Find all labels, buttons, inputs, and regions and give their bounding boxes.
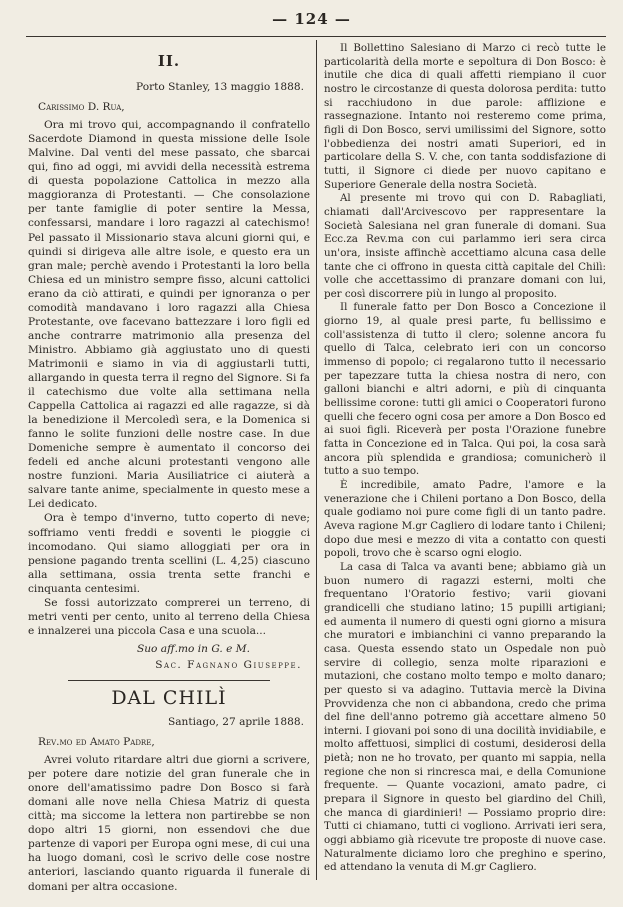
letter-salutation: Carissimo D. Rua,: [38, 101, 125, 114]
paragraph: La casa di Talca va avanti bene; abbiamo già un buon numero di ragazzi esterni, molti che frequentano l'Oratorio festivo; varii giovani grandicelli che studiano latino; 15 pupilli artigiani; ed aumenta il numero di questi ogni giorno a misura che muratori e imbianchini ci vanno preparando la casa. Questa essendo stato un Ospedale non può servire di collegio, senza molte riparazioni e mutazioni, che costano molto tempo e molto danaro; per questo si va adagino. Tuttavia mercè la Divina Provvidenza che non ci abbandona, credo che prima del fine dell'anno potremo già accettare almeno 50 interni. I giovani poi sono di una docilità invidiabile, e molto affettuosi, simplici di costumi, desiderosi della pietà; non ne ho trovato, per quanto mi sappia, nella regione che non si rincresca mai, e della Comunione frequente. — Quante vocazioni, amato padre, ci prepara il Signore in questo bel giardino del Chilì, che manca di giardinieri! — Possiamo proprio dire: Tutti ci chiamano, tutti ci vogliono. Arrivati ieri sera, oggi abbiamo già ricevute tre proposte di nuove case. Naturalmente diciamo loro che preghino e sperino, ed attendano la venuta di M.gr Cagliero.: [324, 560, 606, 874]
section-place-date: Santiago, 27 aprile 1888.: [167, 716, 304, 729]
section-title: DAL CHILÌ: [111, 686, 227, 709]
header-rule: [26, 36, 606, 37]
letter-place-date: Porto Stanley, 13 maggio 1888.: [136, 81, 304, 94]
section-salutation: Rev.mo ed Amato Padre,: [38, 736, 155, 749]
letter-signature: Sac. Fagnano Giuseppe.: [155, 658, 302, 671]
paragraph: Se fossi autorizzato comprerei un terreno, di metri venti per cento, unito al terreno della Chiesa e innalzerei una piccola Casa e una scuola...: [28, 596, 310, 637]
section-rule: [68, 680, 270, 681]
paragraph: Ora mi trovo qui, accompagnando il confratello Sacerdote Diamond in questa missione delle Isole Malvine. Dal venti del mese passato, che sbarcai qui, fino ad oggi, mi avvidi della necessità estrema di questa popolazione Cattolica in mezzo alla maggioranza di Protestanti. — Che consolazione per tante famiglie di poter sentire la Messa, confessarsi, mandare i loro ragazzi al catechismo! Pel passato il Missionario stava alcuni giorni qui, e quindi si dirigeva alle altre isole, e questo era un gran male; perchè avendo i Protestanti la loro bella Chiesa ed un ministro sempre fisso, alcuni cattolici erano da ciò attirati, e quindi per ignoranza o per comodità mandavano i loro ragazzi alla Chiesa Protestante, ove facevano battezzare i loro figli ed anche contrarre matrimonio alla presenza del Ministro. Abbiamo già aggiustato uno di questi Matrimonii e siamo in via di aggiustarli tutti, allargando in questa terra il regno del Signore. Si fa il catechismo due volte alla settimana nella Cappella Cattolica ai ragazzi ed alle ragazze, si dà la benedizione il Mercoledì sera, e la Domenica si fanno le solite funzioni delle nostre case. In due Domeniche sempre è aumentato il concorso dei fedeli ed anche alcuni protestanti vengono alle nostre funzioni. Maria Ausiliatrice ci aiuterà a salvare tante anime, specialmente in questo mese a Lei dedicato.: [28, 119, 310, 511]
left-column: [28, 44, 310, 894]
page-number: — 124 —: [272, 10, 351, 28]
right-column: [324, 42, 606, 875]
paragraph: È incredibile, amato Padre, l'amore e la venerazione che i Chileni portano a Don Bosco, della quale godiamo noi pure come figli di un tanto padre. Aveva ragione M.gr Cagliero di lodare tanto i Chileni; dopo due mesi e mezzo di vita a contatto con questi popoli, trovo che è scarso ogni elogio.: [324, 479, 606, 560]
paragraph: Avrei voluto ritardare altri due giorni a scrivere, per potere dare notizie del gran funerale che in onore dell'amatissimo padre Don Bosco si farà domani alle nove nella Chiesa Matriz di questa città; ma siccome la lettera non partirebbe se non dopo altri 15 giorni, non essendovi che due partenze di vapori per Europa ogni mese, di cui una ha luogo domani, così le scrivo delle cose nostre anteriori, lasciando quanto riguarda il funerale di domani per altra occasione.: [28, 754, 310, 893]
paragraph: Il funerale fatto per Don Bosco a Concezione il giorno 19, al quale presi parte, fu bellissimo e coll'assistenza di tutto il clero; solenne ancora fu quello di Talca, celebrato ieri con un concorso immenso di popolo; ci regalarono tutto il necessario per tapezzare tutta la chiesa nostra di nero, con galloni bianchi e altri adorni, e più di cinquanta bellissime corone: tutti gli amici o Cooperatori furono quelli che fecero ogni cosa per amore a Don Bosco ed ai suoi figli. Riceverà per posta l'Orazione funebre fatta in Concezione ed in Talca. Qui poi, la cosa sarà ancora più splendida e grandiosa; comunicherò il tutto a suo tempo.: [324, 301, 606, 478]
paragraph: Al presente mi trovo qui con D. Rabagliati, chiamati dall'Arcivescovo per rappresentare la Società Salesiana nel gran funerale di domani. Sua Ecc.za Rev.ma con cui parlammo ieri sera circa un'ora, insiste affinchè accettiamo alcuna casa delle tante che ci offrono in questa città capitale del Chilì: volle che accettassimo di pranzare domani con lui, per così discorrere più in lungo al proposito.: [324, 192, 606, 300]
letter-numeral: II.: [157, 52, 181, 70]
paragraph: Il Bollettino Salesiano di Marzo ci recò tutte le particolarità della morte e sepoltura di Don Bosco: è inutile che dica di quali affetti riempiano il cuor nostro le circostanze di questa dolorosa perdita: tutto si racchiudono in due parole: afflizione e rassegnazione. Intanto noi resteremo come prima, figli di Don Bosco, servi umilissimi del Signore, sotto l'obbedienza dei nostri amati Superiori, ed in particolare della S. V. che, con tanta soddisfazione di tutti, il Signore ci diede per nuovo capitano e Superiore Generale della nostra Società.: [324, 42, 606, 191]
column-divider: [316, 40, 317, 880]
letter-signoff: Suo aff.mo in G. e M.: [136, 642, 250, 655]
paragraph: Ora è tempo d'inverno, tutto coperto di neve; soffriamo venti freddi e soventi le pioggie ci incomodano. Qui siamo alloggiati per ora in pensione pagando trenta scellini (L. 4,25) ciascuno alla settimana, ossia trenta sette franchi e cinquanta centesimi.: [28, 512, 310, 595]
